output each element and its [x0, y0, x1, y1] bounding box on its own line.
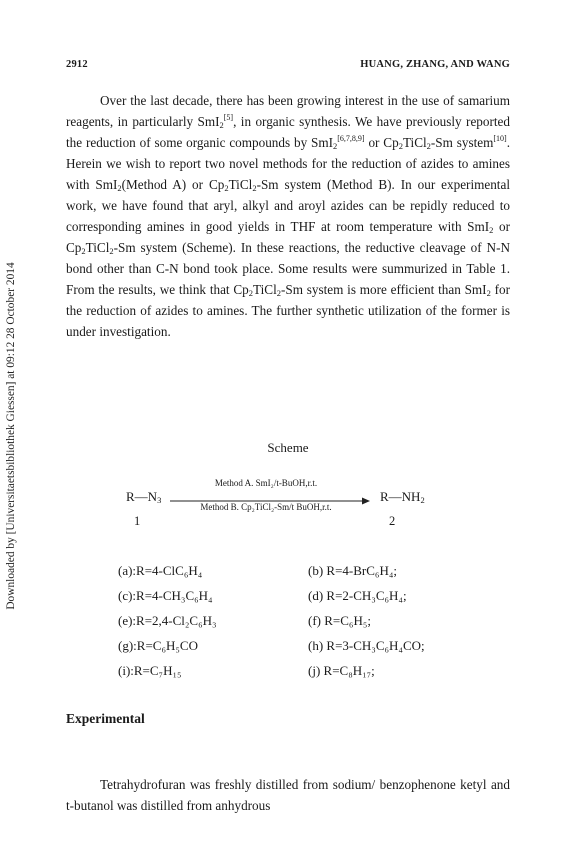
experimental-paragraph: Tetrahydrofuran was freshly distilled from sodium/ benzophenone ketyl and t-butanol was distilled from anhydrous [66, 777, 510, 813]
download-watermark-text: Downloaded by [Universitaetsbibliothek Giessen] at 09:12 28 October 2014 [5, 262, 17, 610]
scheme-product: $R—NH_2$ [380, 489, 425, 505]
scheme-condition-a: Method A. SmI₂/t-BuOH,r.t. [214, 478, 318, 488]
substituent-c: (c):R=4-CH₃C₆H₄ [118, 588, 213, 603]
substituent-g: (g):R=C₆H₅CO [118, 638, 198, 653]
scheme-reactant: $R—N_3$ [126, 489, 162, 505]
download-watermark [4, 176, 18, 696]
substituent-h: (h) R=3-CH₃C₆H₄CO; [308, 638, 425, 653]
compound-label-1: 1 [134, 514, 141, 528]
running-authors: HUANG, ZHANG, AND WANG [360, 59, 510, 70]
substituent-d: (d) R=2-CH₃C₆H₄; [308, 588, 407, 603]
substituent-a: (a):R=4-ClC₆H₄ [118, 563, 203, 578]
compound-label-2: 2 [389, 514, 396, 528]
substituent-f: (f) R=C₆H₅; [308, 613, 371, 628]
substituent-i: (i):R=C₇H₁₅ [118, 663, 182, 678]
substituent-j: (j) R=C₈H₁₇; [308, 663, 375, 678]
page-number: 2912 [66, 59, 88, 70]
substituent-b: (b) R=4-BrC₆H₄; [308, 563, 397, 578]
substituent-e: (e):R=2,4-Cl₂C₆H₃ [118, 613, 217, 628]
intro-paragraph: Over the last decade, there has been growing interest in the use of samarium reagents, in particularly SmI$_2$[5], in organic synthesis. We have previously reported the reduction of some organic compounds by SmI$_2$[6,7,8,9] or $Cp_2TiCl_2-Sm$ system[10]. Herein we wish to report two novel methods for the reduction of azides to amines with SmI$_2$(Method A) or $Cp_2TiCl_2-Sm$ system (Method B). In our experimental work, we have found that aryl, alkyl and aroyl azides can be repidly reduced to corresponding amines in good yields in THF at room temperature with SmI$_2$ or $Cp_2TiCl_2-Sm$ system (Scheme). In these reactions, the reductive cleavage of N-N bond other than C-N bond took place. Some results were summurized in Table 1. From the results, we think that $Cp_2TiCl_2-Sm$ system is more efficient than SmI$_2$ for the reduction of azides to amines. The further synthetic utilization of the former is under investigation. [66, 93, 511, 339]
scheme-title: Scheme [267, 440, 309, 455]
section-heading-experimental: Experimental [66, 711, 145, 726]
scheme-condition-b: Method B. Cp₂TiCl₂-Sm/t BuOH,r.t. [200, 502, 332, 512]
